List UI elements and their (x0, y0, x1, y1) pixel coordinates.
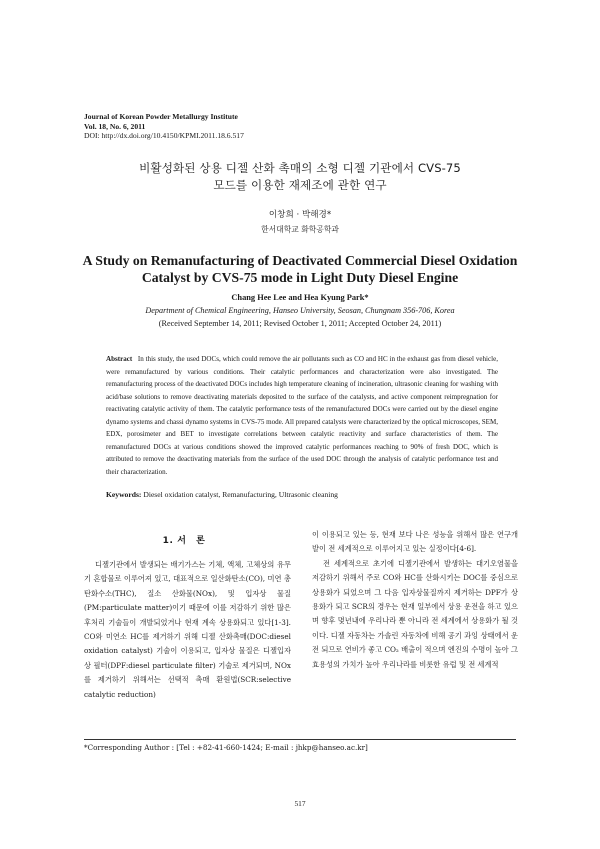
page-number: 517 (294, 799, 306, 808)
keywords-label: Keywords: (106, 490, 142, 499)
received-dates: (Received September 14, 2011; Revised October 1, 2011; Accepted October 24, 2011) (158, 319, 442, 328)
right-paragraph-2: 전 세계적으로 초기에 디젤기관에서 발생하는 대기오염물을 저감하기 위해서 주로 CO와 HC를 산화시키는 DOC를 중심으로 상용화가 되었으며 그 다음 입자상물질까지 제거하는 DPF가 상용화가 되고 SCR의 경우는 현재 일부에서 상용 운전을 하고 있으며 향후 몇년내에 우리나라 뿐 아니라 전 세계에서 상용화가 될 것이다. 디젤 자동차는 가솔린 자동차에 비해 공기 과잉 상태에서 운전 되므로 연비가 좋고 CO₂ 배출이 적으며 엔진의 수명이 높아 그 효용성의 가치가 높아 우리나라를 비롯한 유럽 및 전 세계적 (312, 558, 518, 669)
english-title-line1: A Study on Remanufacturing of Deactivated Commercial Diesel Oxidation (82, 253, 518, 268)
section-heading: 1. 서 론 (162, 536, 206, 546)
journal-name: Journal of Korean Powder Metallurgy Institute (84, 112, 238, 121)
left-column (84, 558, 291, 702)
english-title (60, 252, 540, 286)
right-paragraph-1: 이 이용되고 있는 등, 현재 보다 나은 성능을 위해서 많은 연구개발이 전 세계적으로 이루어지고 있는 실정이다[4-6]. (312, 530, 518, 554)
journal-volume: Vol. 18, No. 6, 2011 (84, 121, 146, 131)
abstract-label: Abstract (106, 355, 133, 363)
korean-title-line1: 비활성화된 상용 디젤 산화 촉매의 소형 디젤 기관에서 CVS-75 (139, 161, 461, 175)
english-authors: Chang Hee Lee and Hea Kyung Park* (231, 293, 369, 302)
keywords (106, 490, 498, 499)
right-column (312, 528, 518, 672)
korean-title-line2: 모드를 이용한 재제조에 관한 연구 (213, 178, 387, 192)
footnote-rule (84, 739, 516, 740)
english-title-line2: Catalyst by CVS-75 mode in Light Duty Diesel Engine (141, 270, 459, 285)
english-affiliation: Department of Chemical Engineering, Hanseo University, Seosan, Chungnam 356-706, Korea (145, 306, 455, 315)
keywords-text: Diesel oxidation catalyst, Remanufacturing, Ultrasonic cleaning (143, 490, 338, 499)
abstract (106, 353, 498, 478)
left-paragraph: 디젤기관에서 발생되는 배기가스는 기체, 액체, 고체상의 유무기 혼합물로 이루어져 있고, 대표적으로 일산화탄소(CO), 미연 총 탄화수소(THC), 질소 산화물(NOx), 및 입자상 물질(PM:particulate matter)이기 때문에 이를 저감하기 위한 많은 후처리 기술들이 개발되었거나 현재 계속 상용화되고 있다[1-3]. CO와 미연소 HC를 제거하기 위해 디젤 산화촉매(DOC:diesel oxidation catalyst) 기술이 이용되고, 입자상 물질은 디젤입자상 필터(DPF:diesel particulate filter) 기술로 제거되며, NOx를 제거하기 위해서는 선택적 촉매 환원법(SCR:selective catalytic reduction) (84, 560, 291, 699)
korean-affiliation: 한서대학교 화학공학과 (261, 225, 339, 234)
journal-doi[interactable]: DOI: http://dx.doi.org/10.4150/KPMI.2011.18.6.517 (84, 131, 244, 141)
korean-title (0, 160, 600, 194)
journal-header (84, 112, 244, 141)
abstract-text: In this study, the used DOCs, which could remove the air pollutants such as CO and HC in the exhaust gas from diesel vehicle, were remanufactured by various conditions. Their catalytic performances and characterization were also investigated. The remanufacturing process of the deactivated DOCs includes high temperature cleaning of incineration, ultrasonic cleaning for washing with acid/base solutions to remove deactivating materials deposited to the surface of the catalysts, and active component reimpregnation for reactivating catalytic activity of them. The catalytic performance tests of the remanufactured DOCs were carried out by the diesel engine dynamo systems and chassi dynamo systems in CVS-75 mode. All prepared catalysts were characterized by the optical microscopes, SEM, EDX, porosimeter and BET to investigate correlations between catalytic reactivity and surface characteristics of them. The remanufactured DOCs at various conditions showed the improved catalytic performances reaching to 90% of fresh DOC, which is attributed to remove the deactivating materials from the surface of the used DOC through the analysis of catalytic performance test and their characterization. (106, 355, 498, 476)
korean-authors: 이창희 · 박해경* (268, 210, 332, 220)
corresponding-author-footnote: *Corresponding Author : [Tel : +82-41-660-1424; E-mail : jhkp@hanseo.ac.kr] (84, 743, 368, 752)
